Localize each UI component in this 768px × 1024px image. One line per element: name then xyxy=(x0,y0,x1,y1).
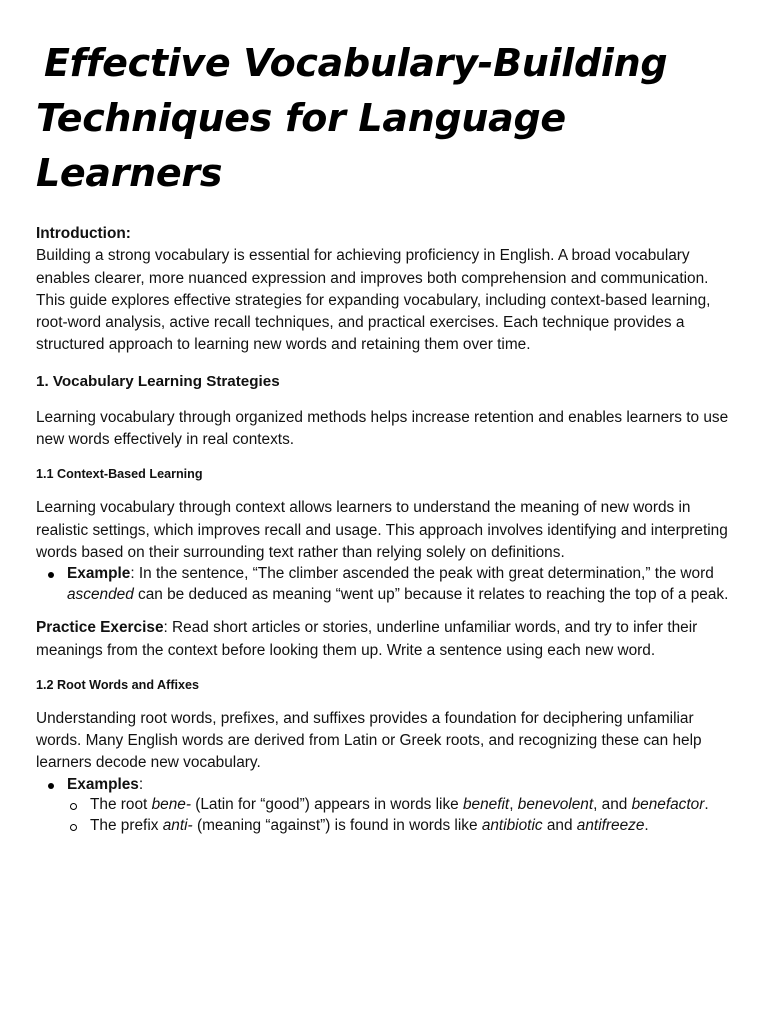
item-text: , and xyxy=(593,796,632,814)
item-text: . xyxy=(704,796,709,814)
item-text: (Latin for “good”) appears in words like xyxy=(190,796,463,814)
example-word: antifreeze xyxy=(576,816,645,834)
practice-label: Practice Exercise xyxy=(36,619,164,637)
examples-list xyxy=(36,775,732,796)
item-text: (meaning “against”) is found in words like xyxy=(192,816,482,834)
item-text: . xyxy=(644,816,649,834)
practice-text: : Read short articles or stories, underline unfamiliar words, and try to infer their meanings from the context before looking them up. Write a sentence using each new word. xyxy=(36,619,698,659)
example-text-b: can be deduced as meaning “went up” because it relates to reaching the top of a peak. xyxy=(133,585,729,603)
intro-paragraph: Building a strong vocabulary is essential for achieving proficiency in English. A broad vocabulary enables clearer, more nuanced expression and improves both comprehension and communication. This guide explores effective strategies for expanding vocabulary, including context-based learning, root-word analysis, active recall techniques, and practical exercises. Each technique provides a structured approach to learning new words and retaining them over time. xyxy=(36,247,711,354)
title-line-1: Effective Vocabulary-Building xyxy=(44,41,668,85)
example-text-a: : In the sentence, “The climber ascended the peak with great determination,” the word xyxy=(130,565,714,583)
example-word: benevolent xyxy=(517,796,594,814)
list-item xyxy=(36,775,732,796)
section-1-heading: 1. Vocabulary Learning Strategies xyxy=(36,372,280,390)
list-item xyxy=(36,564,732,605)
examples-sublist xyxy=(36,795,732,836)
item-text: The root xyxy=(90,796,152,814)
example-word: benefit xyxy=(463,796,510,814)
item-text: , xyxy=(509,796,518,814)
example-word: ascended xyxy=(67,585,134,603)
item-text: and xyxy=(542,816,577,834)
example-label: Example xyxy=(67,565,131,583)
subsection-1-2-heading: 1.2 Root Words and Affixes xyxy=(36,677,200,692)
root-word: bene- xyxy=(151,796,191,814)
practice-exercise-paragraph xyxy=(36,617,732,662)
examples-label: Examples xyxy=(67,775,139,793)
prefix-word: anti- xyxy=(162,816,193,834)
examples-colon: : xyxy=(138,775,144,793)
title-line-2: Techniques for Language xyxy=(36,96,566,140)
example-word: benefactor xyxy=(631,796,705,814)
subsection-1-1-heading: 1.1 Context-Based Learning xyxy=(36,467,203,482)
item-text: The prefix xyxy=(90,816,163,834)
document-title xyxy=(36,0,732,201)
subsection-1-1-paragraph: Learning vocabulary through context allows learners to understand the meaning of new words in realistic settings, which improves recall and usage. This approach involves identifying and interpreting words based on their surrounding text rather than relying solely on definitions. xyxy=(36,499,728,561)
example-word: antibiotic xyxy=(481,816,543,834)
example-list xyxy=(36,564,732,605)
list-item xyxy=(36,816,732,837)
section-1-paragraph: Learning vocabulary through organized methods helps increase retention and enables learners to use new words effectively in real contexts. xyxy=(36,408,729,449)
subsection-1-2-paragraph: Understanding root words, prefixes, and suffixes provides a foundation for deciphering unfamiliar words. Many English words are derived from Latin or Greek roots, and recognizing these can help learners decode new vocabulary. xyxy=(36,709,702,772)
list-item xyxy=(36,795,732,816)
title-line-3: Learners xyxy=(36,151,223,195)
intro-label: Introduction: xyxy=(36,225,131,242)
